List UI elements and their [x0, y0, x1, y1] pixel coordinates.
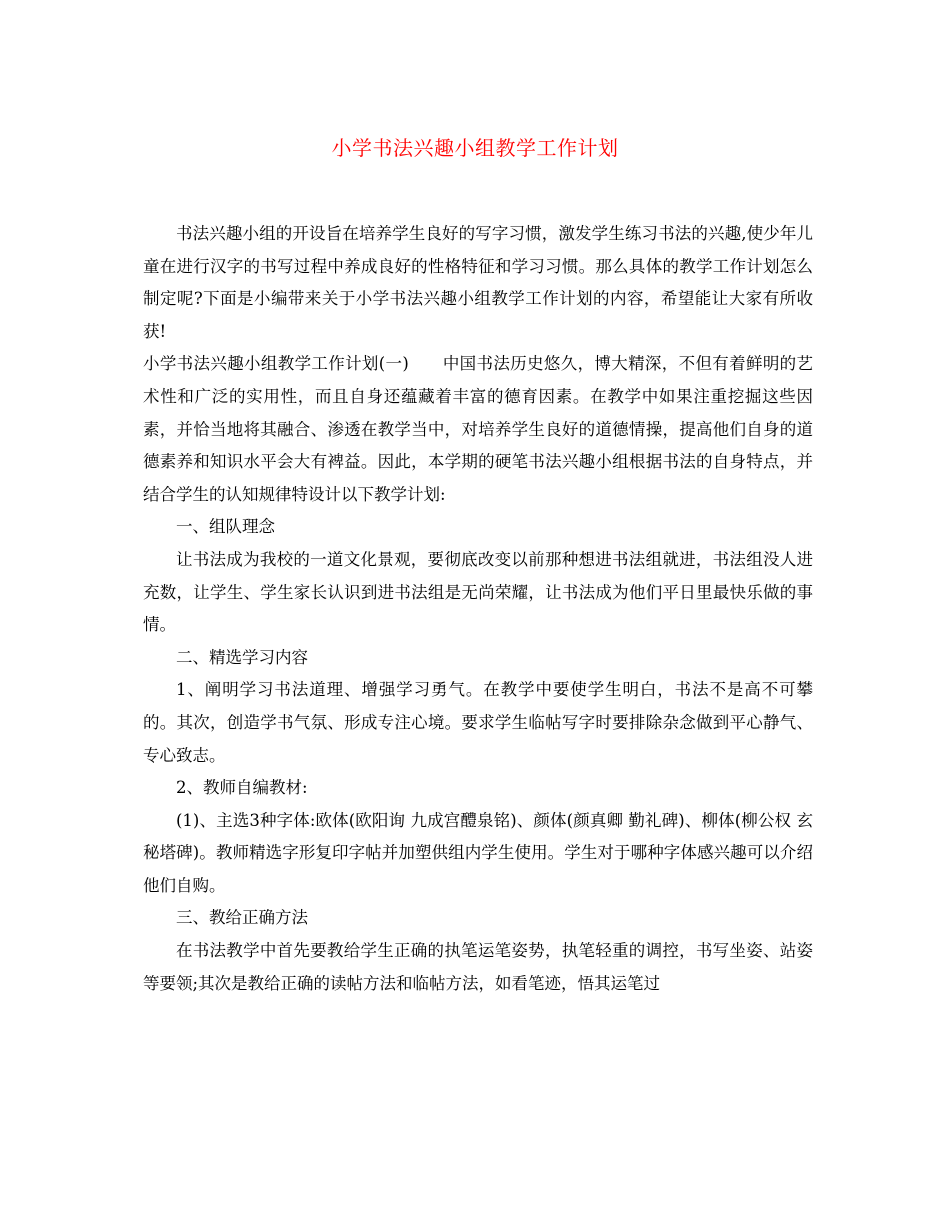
document-title: 小学书法兴趣小组教学工作计划	[331, 136, 619, 160]
section-heading-correct-methods: 三、教给正确方法	[176, 908, 308, 928]
intro-paragraph: 书法兴趣小组的开设旨在培养学生良好的写字习惯，激发学生练习书法的兴趣,使少年儿童在进行汉字的书写过程中养成良好的性格特征和学习习惯。那么具体的教学工作计划怎么制定呢?下面是小编带来关于小学书法兴趣小组教学工作计划的内容，希望能让大家有所收获!	[143, 224, 813, 341]
learning-content-item-2: 2、教师自编教材:	[176, 778, 308, 798]
learning-content-item-1: 1、阐明学习书法道理、增强学习勇气。在教学中要使学生明白，书法不是高不可攀的。其次，创造学书气氛、形成专注心境。要求学生临帖写字时要排除杂念做到平心静气、专心致志。	[143, 680, 813, 765]
correct-methods-paragraph: 在书法教学中首先要教给学生正确的执笔运笔姿势，执笔轻重的调控，书写坐姿、站姿等要领;其次是教给正确的读帖方法和临帖方法，如看笔迹，悟其运笔过	[143, 941, 813, 993]
plan-one-paragraph: 小学书法兴趣小组教学工作计划(一) 中国书法历史悠久，博大精深，不但有着鲜明的艺术性和广泛的实用性，而且自身还蕴藏着丰富的德育因素。在教学中如果注重挖掘这些因素，并恰当地将其融合、渗透在教学当中，对培养学生良好的道德情操，提高他们自身的道德素养和知识水平会大有裨益。因此，本学期的硬笔书法兴趣小组根据书法的自身特点，并结合学生的认知规律特设计以下教学计划:	[143, 354, 813, 504]
document-body	[143, 218, 813, 1000]
section-heading-team-concept: 一、组队理念	[176, 517, 275, 537]
team-concept-paragraph: 让书法成为我校的一道文化景观，要彻底改变以前那种想进书法组就进，书法组没人进充数，让学生、学生家长认识到进书法组是无尚荣耀，让书法成为他们平日里最快乐做的事情。	[143, 549, 813, 635]
fonts-selection-paragraph: (1)、主选3种字体:欧体(欧阳询 九成宫醴泉铭)、颜体(颜真卿 勤礼碑)、柳体(柳公权 玄秘塔碑)。教师精选字形复印字帖并加塑供组内学生使用。学生对于哪种字体感兴趣可以介绍他们自购。	[143, 810, 813, 895]
section-heading-learning-content: 二、精选学习内容	[176, 647, 308, 667]
